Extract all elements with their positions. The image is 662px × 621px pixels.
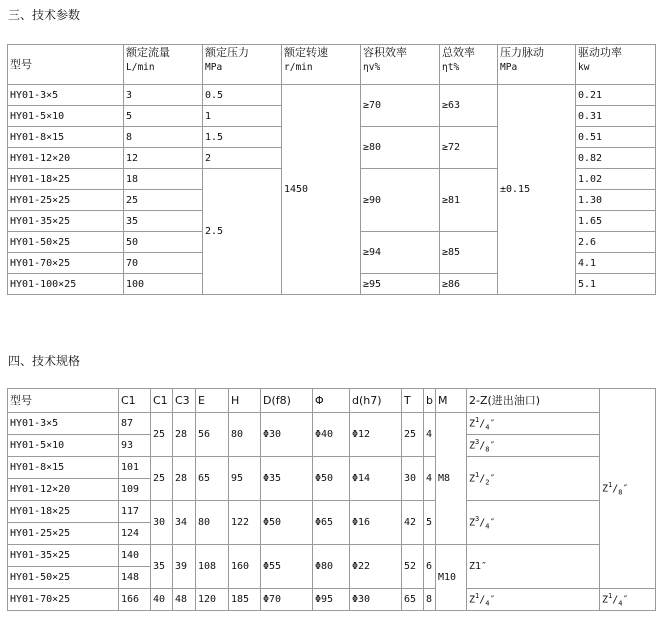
h-cell: 80 <box>229 413 261 457</box>
tech-params-header-row <box>8 45 656 85</box>
e-cell: 56 <box>196 413 229 457</box>
flow-cell: 8 <box>124 127 203 148</box>
phi-cell: Φ65 <box>313 501 350 545</box>
port-cell: $Z^1/_2''$ <box>467 457 600 501</box>
phi-cell: Φ80 <box>313 545 350 589</box>
vol-eff-cell: ≥90 <box>361 169 440 232</box>
total-eff-cell: ≥85 <box>440 232 498 274</box>
h-cell: 185 <box>229 589 261 611</box>
header-m: M <box>436 389 467 413</box>
b-cell: 6 <box>424 545 436 589</box>
header-pressure: 额定压力 MPa <box>203 45 282 85</box>
c3-cell: 39 <box>173 545 196 589</box>
h-cell: 122 <box>229 501 261 545</box>
header-d-h7: d(h7) <box>350 389 402 413</box>
header-c3: C3 <box>173 389 196 413</box>
last-col-cell: $Z^1/_8''$ <box>600 389 656 589</box>
c3-cell: 28 <box>173 457 196 501</box>
last-col-cell: $Z^1/_4''$ <box>600 589 656 611</box>
model-cell: HY01-5×10 <box>8 106 124 127</box>
total-eff-cell: ≥63 <box>440 85 498 127</box>
model-cell: HY01-70×25 <box>8 589 119 611</box>
speed-cell: 1450 <box>282 85 361 295</box>
d-f8-cell: Φ30 <box>261 413 313 457</box>
c1a-cell: 87 <box>119 413 151 435</box>
header-c1a: C1 <box>119 389 151 413</box>
header-total-eff: 总效率 ηt% <box>440 45 498 85</box>
header-model: 型号 <box>8 45 124 85</box>
t-cell: 52 <box>402 545 424 589</box>
e-cell: 108 <box>196 545 229 589</box>
pressure-cell: 1.5 <box>203 127 282 148</box>
c1a-cell: 140 <box>119 545 151 567</box>
header-ports: 2-Z(进出油口) <box>467 389 600 413</box>
header-d-f8: D(f8) <box>261 389 313 413</box>
d-h7-cell: Φ22 <box>350 545 402 589</box>
model-cell: HY01-35×25 <box>8 545 119 567</box>
total-eff-cell: ≥72 <box>440 127 498 169</box>
model-cell: HY01-3×5 <box>8 85 124 106</box>
c1a-cell: 124 <box>119 523 151 545</box>
flow-cell: 5 <box>124 106 203 127</box>
power-cell: 0.51 <box>576 127 656 148</box>
flow-cell: 3 <box>124 85 203 106</box>
model-cell: HY01-8×15 <box>8 127 124 148</box>
tech-params-table <box>7 44 656 295</box>
power-cell: 1.65 <box>576 211 656 232</box>
m-cell: M10 <box>436 545 467 611</box>
flow-cell: 12 <box>124 148 203 169</box>
section-title-tech-specs: 四、技术规格 <box>8 354 81 368</box>
vol-eff-cell: ≥94 <box>361 232 440 274</box>
header-h: H <box>229 389 261 413</box>
model-cell: HY01-12×20 <box>8 479 119 501</box>
c3-cell: 28 <box>173 413 196 457</box>
header-t: T <box>402 389 424 413</box>
port-cell: $Z^1/_4''$ <box>467 413 600 435</box>
h-cell: 95 <box>229 457 261 501</box>
power-cell: 4.1 <box>576 253 656 274</box>
d-f8-cell: Φ55 <box>261 545 313 589</box>
d-h7-cell: Φ30 <box>350 589 402 611</box>
model-cell: HY01-8×15 <box>8 457 119 479</box>
header-b: b <box>424 389 436 413</box>
flow-cell: 35 <box>124 211 203 232</box>
e-cell: 120 <box>196 589 229 611</box>
c1a-cell: 101 <box>119 457 151 479</box>
c3-cell: 34 <box>173 501 196 545</box>
power-cell: 0.31 <box>576 106 656 127</box>
header-flow: 额定流量 L/min <box>124 45 203 85</box>
model-cell: HY01-3×5 <box>8 413 119 435</box>
c1b-cell: 25 <box>151 413 173 457</box>
e-cell: 65 <box>196 457 229 501</box>
e-cell: 80 <box>196 501 229 545</box>
d-h7-cell: Φ12 <box>350 413 402 457</box>
table-row <box>8 85 656 106</box>
tech-specs-table <box>7 388 656 611</box>
port-cell: $Z^3/_8''$ <box>467 435 600 457</box>
c1b-cell: 30 <box>151 501 173 545</box>
model-cell: HY01-18×25 <box>8 169 124 190</box>
port-cell: Z1″ <box>467 545 600 589</box>
table-row <box>8 589 656 611</box>
b-cell: 5 <box>424 501 436 545</box>
flow-cell: 25 <box>124 190 203 211</box>
t-cell: 65 <box>402 589 424 611</box>
t-cell: 30 <box>402 457 424 501</box>
model-cell: HY01-100×25 <box>8 274 124 295</box>
model-cell: HY01-50×25 <box>8 567 119 589</box>
tech-specs-header-row <box>8 389 656 413</box>
power-cell: 1.30 <box>576 190 656 211</box>
total-eff-cell: ≥86 <box>440 274 498 295</box>
phi-cell: Φ50 <box>313 457 350 501</box>
pressure-cell: 0.5 <box>203 85 282 106</box>
header-c1b: C1 <box>151 389 173 413</box>
header-e: E <box>196 389 229 413</box>
header-power: 驱动功率 kw <box>576 45 656 85</box>
d-h7-cell: Φ16 <box>350 501 402 545</box>
pressure-cell: 1 <box>203 106 282 127</box>
c1a-cell: 93 <box>119 435 151 457</box>
flow-cell: 50 <box>124 232 203 253</box>
port-cell: $Z^1/_4''$ <box>467 589 600 611</box>
vol-eff-cell: ≥80 <box>361 127 440 169</box>
flow-cell: 18 <box>124 169 203 190</box>
c1b-cell: 25 <box>151 457 173 501</box>
model-cell: HY01-35×25 <box>8 211 124 232</box>
phi-cell: Φ40 <box>313 413 350 457</box>
flow-cell: 70 <box>124 253 203 274</box>
power-cell: 1.02 <box>576 169 656 190</box>
pressure-cell: 2.5 <box>203 169 282 295</box>
c1a-cell: 117 <box>119 501 151 523</box>
c1a-cell: 109 <box>119 479 151 501</box>
header-pulsation: 压力脉动 MPa <box>498 45 576 85</box>
power-cell: 5.1 <box>576 274 656 295</box>
model-cell: HY01-12×20 <box>8 148 124 169</box>
c3-cell: 48 <box>173 589 196 611</box>
b-cell: 4 <box>424 413 436 457</box>
b-cell: 8 <box>424 589 436 611</box>
model-cell: HY01-50×25 <box>8 232 124 253</box>
model-cell: HY01-18×25 <box>8 501 119 523</box>
phi-cell: Φ95 <box>313 589 350 611</box>
header-speed: 额定转速 r/min <box>282 45 361 85</box>
d-h7-cell: Φ14 <box>350 457 402 501</box>
t-cell: 25 <box>402 413 424 457</box>
header-model: 型号 <box>8 389 119 413</box>
vol-eff-cell: ≥95 <box>361 274 440 295</box>
model-cell: HY01-70×25 <box>8 253 124 274</box>
c1b-cell: 35 <box>151 545 173 589</box>
c1b-cell: 40 <box>151 589 173 611</box>
t-cell: 42 <box>402 501 424 545</box>
model-cell: HY01-25×25 <box>8 190 124 211</box>
flow-cell: 100 <box>124 274 203 295</box>
vol-eff-cell: ≥70 <box>361 85 440 127</box>
table-row <box>8 413 656 435</box>
power-cell: 0.82 <box>576 148 656 169</box>
section-title-tech-params: 三、技术参数 <box>8 8 81 22</box>
model-cell: HY01-5×10 <box>8 435 119 457</box>
d-f8-cell: Φ70 <box>261 589 313 611</box>
d-f8-cell: Φ35 <box>261 457 313 501</box>
pulsation-cell: ±0.15 <box>498 85 576 295</box>
table-row <box>8 457 656 479</box>
power-cell: 0.21 <box>576 85 656 106</box>
power-cell: 2.6 <box>576 232 656 253</box>
model-cell: HY01-25×25 <box>8 523 119 545</box>
c1a-cell: 148 <box>119 567 151 589</box>
b-cell: 4 <box>424 457 436 501</box>
m-cell: M8 <box>436 413 467 545</box>
total-eff-cell: ≥81 <box>440 169 498 232</box>
header-phi: Φ <box>313 389 350 413</box>
table-row <box>8 545 656 567</box>
header-vol-eff: 容积效率 ηv% <box>361 45 440 85</box>
d-f8-cell: Φ50 <box>261 501 313 545</box>
pressure-cell: 2 <box>203 148 282 169</box>
h-cell: 160 <box>229 545 261 589</box>
port-cell: $Z^3/_4''$ <box>467 501 600 545</box>
c1a-cell: 166 <box>119 589 151 611</box>
table-row <box>8 501 656 523</box>
